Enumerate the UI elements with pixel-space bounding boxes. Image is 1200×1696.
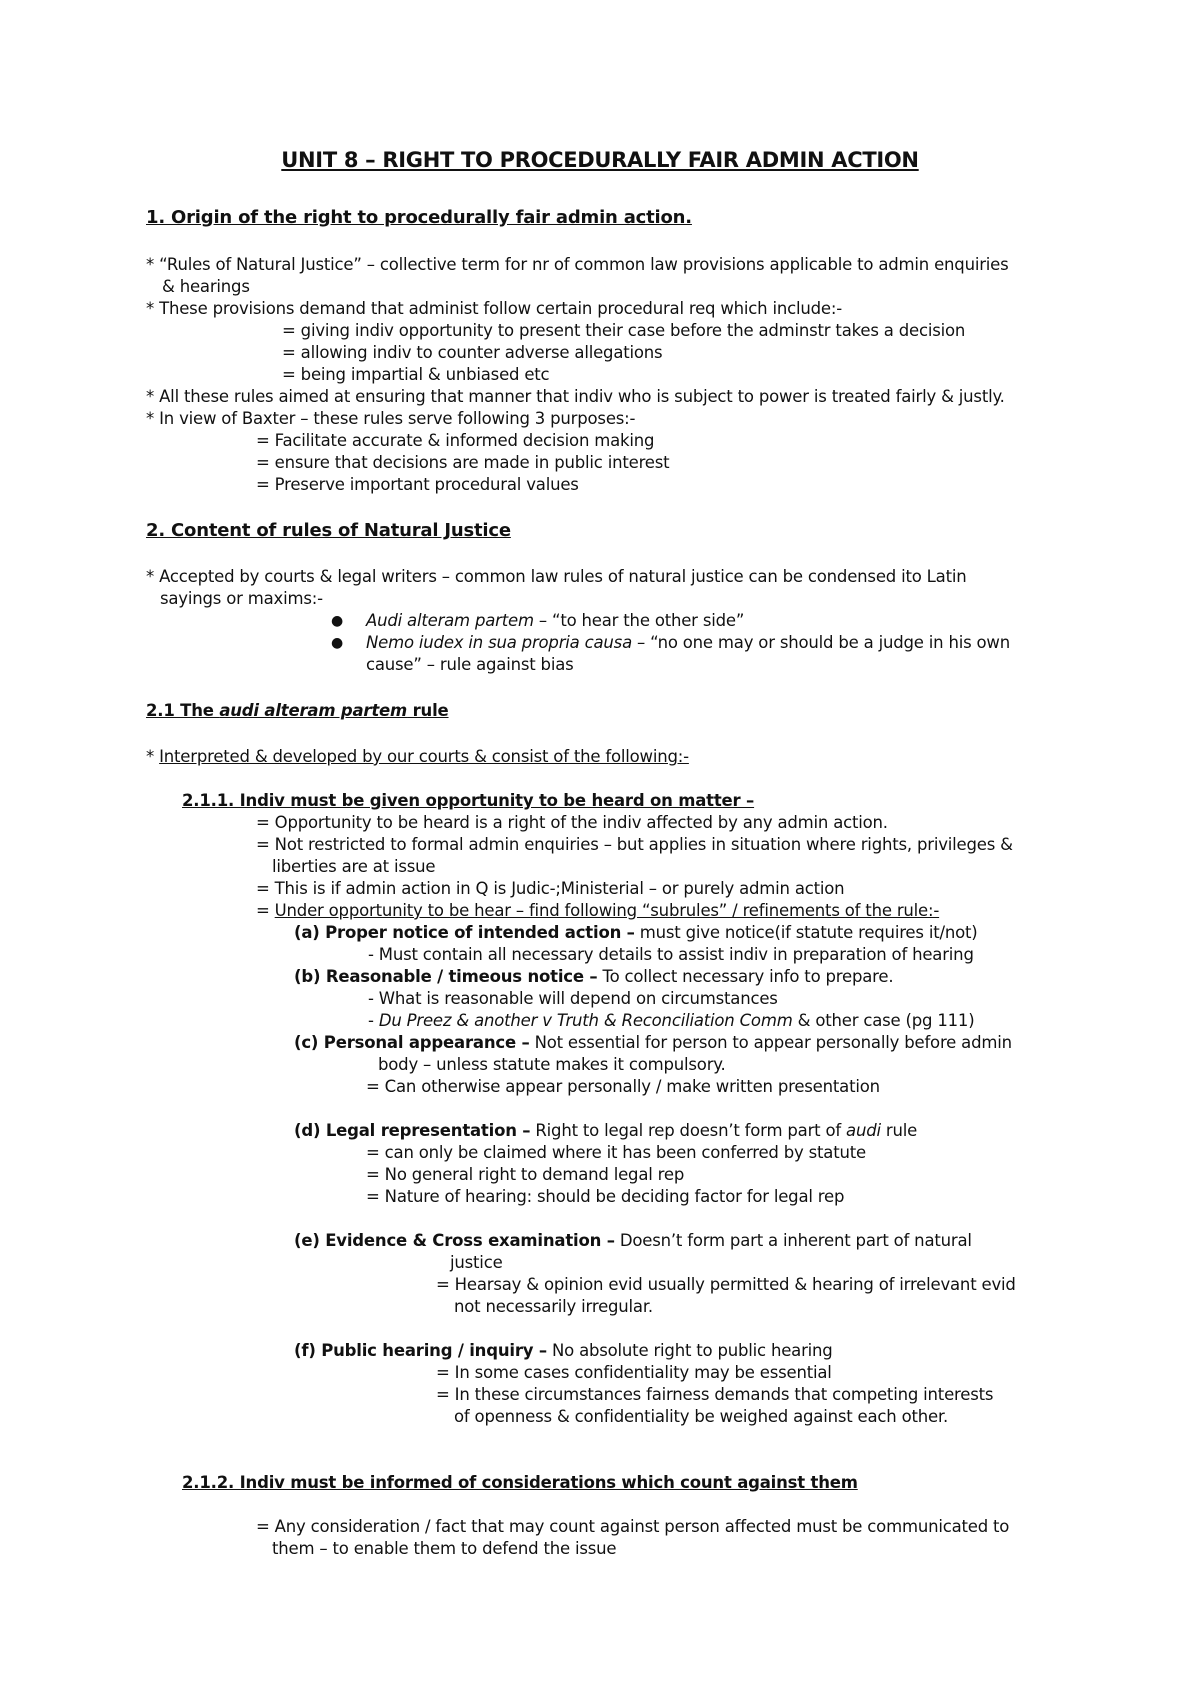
rule-e-detail-3: not necessarily irregular. bbox=[454, 1297, 653, 1316]
rule-b-detail-2 bbox=[368, 1010, 974, 1032]
maxim-nemo bbox=[366, 632, 1010, 654]
s211-line-4: = This is if admin action in Q is Judic-;Ministerial – or purely admin action bbox=[256, 879, 845, 898]
rule-d-latin: audi bbox=[846, 1121, 881, 1140]
rule-f-text: No absolute right to public hearing bbox=[546, 1341, 833, 1360]
s211-line-3: liberties are at issue bbox=[272, 857, 436, 876]
bullet-icon: ● bbox=[331, 635, 344, 651]
rule-d-detail-3: = Nature of hearing: should be deciding factor for legal rep bbox=[366, 1187, 845, 1206]
s211-line-1: = Opportunity to be heard is a right of the indiv affected by any admin action. bbox=[256, 813, 888, 832]
rule-f-detail-1: = In some cases confidentiality may be essential bbox=[436, 1363, 832, 1382]
maxim-audi bbox=[366, 610, 744, 632]
rule-f-detail-2: = In these circumstances fairness demands that competing interests bbox=[436, 1385, 994, 1404]
case-citation: Du Preez & another v Truth & Reconciliation Comm bbox=[378, 1011, 793, 1030]
rule-c-detail-1: body – unless statute makes it compulsory. bbox=[378, 1055, 726, 1074]
rule-f bbox=[294, 1340, 833, 1362]
s1-line-11: = Preserve important procedural values bbox=[256, 475, 579, 494]
s211-line-2: = Not restricted to formal admin enquiries – but applies in situation where rights, privileges & bbox=[256, 835, 1013, 854]
rule-a-text: must give notice(if statute requires it/not) bbox=[634, 923, 978, 942]
rule-a-detail: - Must contain all necessary details to assist indiv in preparation of hearing bbox=[368, 945, 974, 964]
rule-b-label: (b) Reasonable / timeous notice – bbox=[294, 967, 598, 986]
rule-f-label: (f) Public hearing / inquiry – bbox=[294, 1341, 547, 1360]
s1-line-7: * All these rules aimed at ensuring that manner that indiv who is subject to power is treated fairly & justly. bbox=[146, 387, 1005, 406]
s1-line-1: * “Rules of Natural Justice” – collective term for nr of common law provisions applicable to admin enquiries bbox=[146, 255, 1009, 274]
s1-line-5: = allowing indiv to counter adverse allegations bbox=[282, 343, 663, 362]
maxim-audi-meaning: – “to hear the other side” bbox=[533, 611, 745, 630]
s1-line-3: * These provisions demand that administ follow certain procedural req which include:- bbox=[146, 299, 842, 318]
maxim-nemo-cont: cause” – rule against bias bbox=[366, 655, 574, 674]
s1-line-8: * In view of Baxter – these rules serve following 3 purposes:- bbox=[146, 409, 636, 428]
s2-line-2: sayings or maxims:- bbox=[160, 589, 323, 608]
section-2-1-heading bbox=[146, 700, 449, 722]
s21-intro-star: * bbox=[146, 747, 160, 766]
rule-d-label: (d) Legal representation – bbox=[294, 1121, 531, 1140]
rule-e-detail-1: justice bbox=[450, 1253, 503, 1272]
rule-e-text: Doesn’t form part a inherent part of natural bbox=[614, 1231, 972, 1250]
s211-line-5 bbox=[256, 900, 939, 922]
rule-b-detail-1: - What is reasonable will depend on circumstances bbox=[368, 989, 778, 1008]
rule-e-detail-2: = Hearsay & opinion evid usually permitted & hearing of irrelevant evid bbox=[436, 1275, 1016, 1294]
rule-a bbox=[294, 922, 978, 944]
section-2-1-1-heading: 2.1.1. Indiv must be given opportunity to be heard on matter – bbox=[182, 791, 755, 810]
maxim-nemo-latin: Nemo iudex in sua propria causa bbox=[366, 633, 632, 652]
rule-d-detail-2: = No general right to demand legal rep bbox=[366, 1165, 685, 1184]
s21-heading-a: 2.1 The bbox=[146, 701, 220, 720]
rule-c bbox=[294, 1032, 1012, 1054]
section-1-heading: 1. Origin of the right to procedurally fair admin action. bbox=[146, 207, 692, 228]
s2-line-1: * Accepted by courts & legal writers – common law rules of natural justice can be condensed ito Latin bbox=[146, 567, 967, 586]
bullet-icon: ● bbox=[331, 613, 344, 629]
s21-heading-b: rule bbox=[407, 701, 449, 720]
s1-line-2: & hearings bbox=[162, 277, 250, 296]
s21-heading-latin: audi alteram partem bbox=[219, 701, 408, 720]
s21-intro bbox=[146, 746, 689, 768]
rule-b bbox=[294, 966, 893, 988]
maxim-audi-latin: Audi alteram partem bbox=[366, 611, 534, 630]
rule-b-detail-2-rest: & other case (pg 111) bbox=[792, 1011, 975, 1030]
rule-b-dash: - bbox=[368, 1011, 379, 1030]
rule-a-label: (a) Proper notice of intended action – bbox=[294, 923, 635, 942]
rule-d bbox=[294, 1120, 917, 1142]
section-2-heading: 2. Content of rules of Natural Justice bbox=[146, 520, 511, 541]
rule-b-text: To collect necessary info to prepare. bbox=[597, 967, 894, 986]
s1-line-9: = Facilitate accurate & informed decision making bbox=[256, 431, 655, 450]
s212-line-1: = Any consideration / fact that may count against person affected must be communicated to bbox=[256, 1517, 1010, 1536]
s1-line-6: = being impartial & unbiased etc bbox=[282, 365, 550, 384]
rule-c-text: Not essential for person to appear personally before admin bbox=[529, 1033, 1012, 1052]
rule-e-label: (e) Evidence & Cross examination – bbox=[294, 1231, 615, 1250]
rule-d-text-1: Right to legal rep doesn’t form part of bbox=[530, 1121, 847, 1140]
maxim-nemo-meaning: – “no one may or should be a judge in his own bbox=[631, 633, 1010, 652]
page-title: UNIT 8 – RIGHT TO PROCEDURALLY FAIR ADMIN ACTION bbox=[281, 148, 919, 172]
s1-line-4: = giving indiv opportunity to present their case before the adminstr takes a decision bbox=[282, 321, 966, 340]
rule-d-detail-1: = can only be claimed where it has been conferred by statute bbox=[366, 1143, 866, 1162]
s1-line-10: = ensure that decisions are made in public interest bbox=[256, 453, 670, 472]
rule-f-detail-3: of openness & confidentiality be weighed against each other. bbox=[454, 1407, 949, 1426]
s21-intro-text: Interpreted & developed by our courts & consist of the following:- bbox=[159, 747, 689, 766]
s211-line-5-text: Under opportunity to be hear – find following “subrules” / refinements of the rule:- bbox=[274, 901, 940, 920]
section-2-1-2-heading: 2.1.2. Indiv must be informed of considerations which count against them bbox=[182, 1473, 858, 1492]
s212-line-2: them – to enable them to defend the issue bbox=[272, 1539, 617, 1558]
s211-line-5-eq: = bbox=[256, 901, 275, 920]
rule-e bbox=[294, 1230, 972, 1252]
rule-d-text-2: rule bbox=[880, 1121, 918, 1140]
rule-c-detail-2: = Can otherwise appear personally / make written presentation bbox=[366, 1077, 880, 1096]
rule-c-label: (c) Personal appearance – bbox=[294, 1033, 530, 1052]
